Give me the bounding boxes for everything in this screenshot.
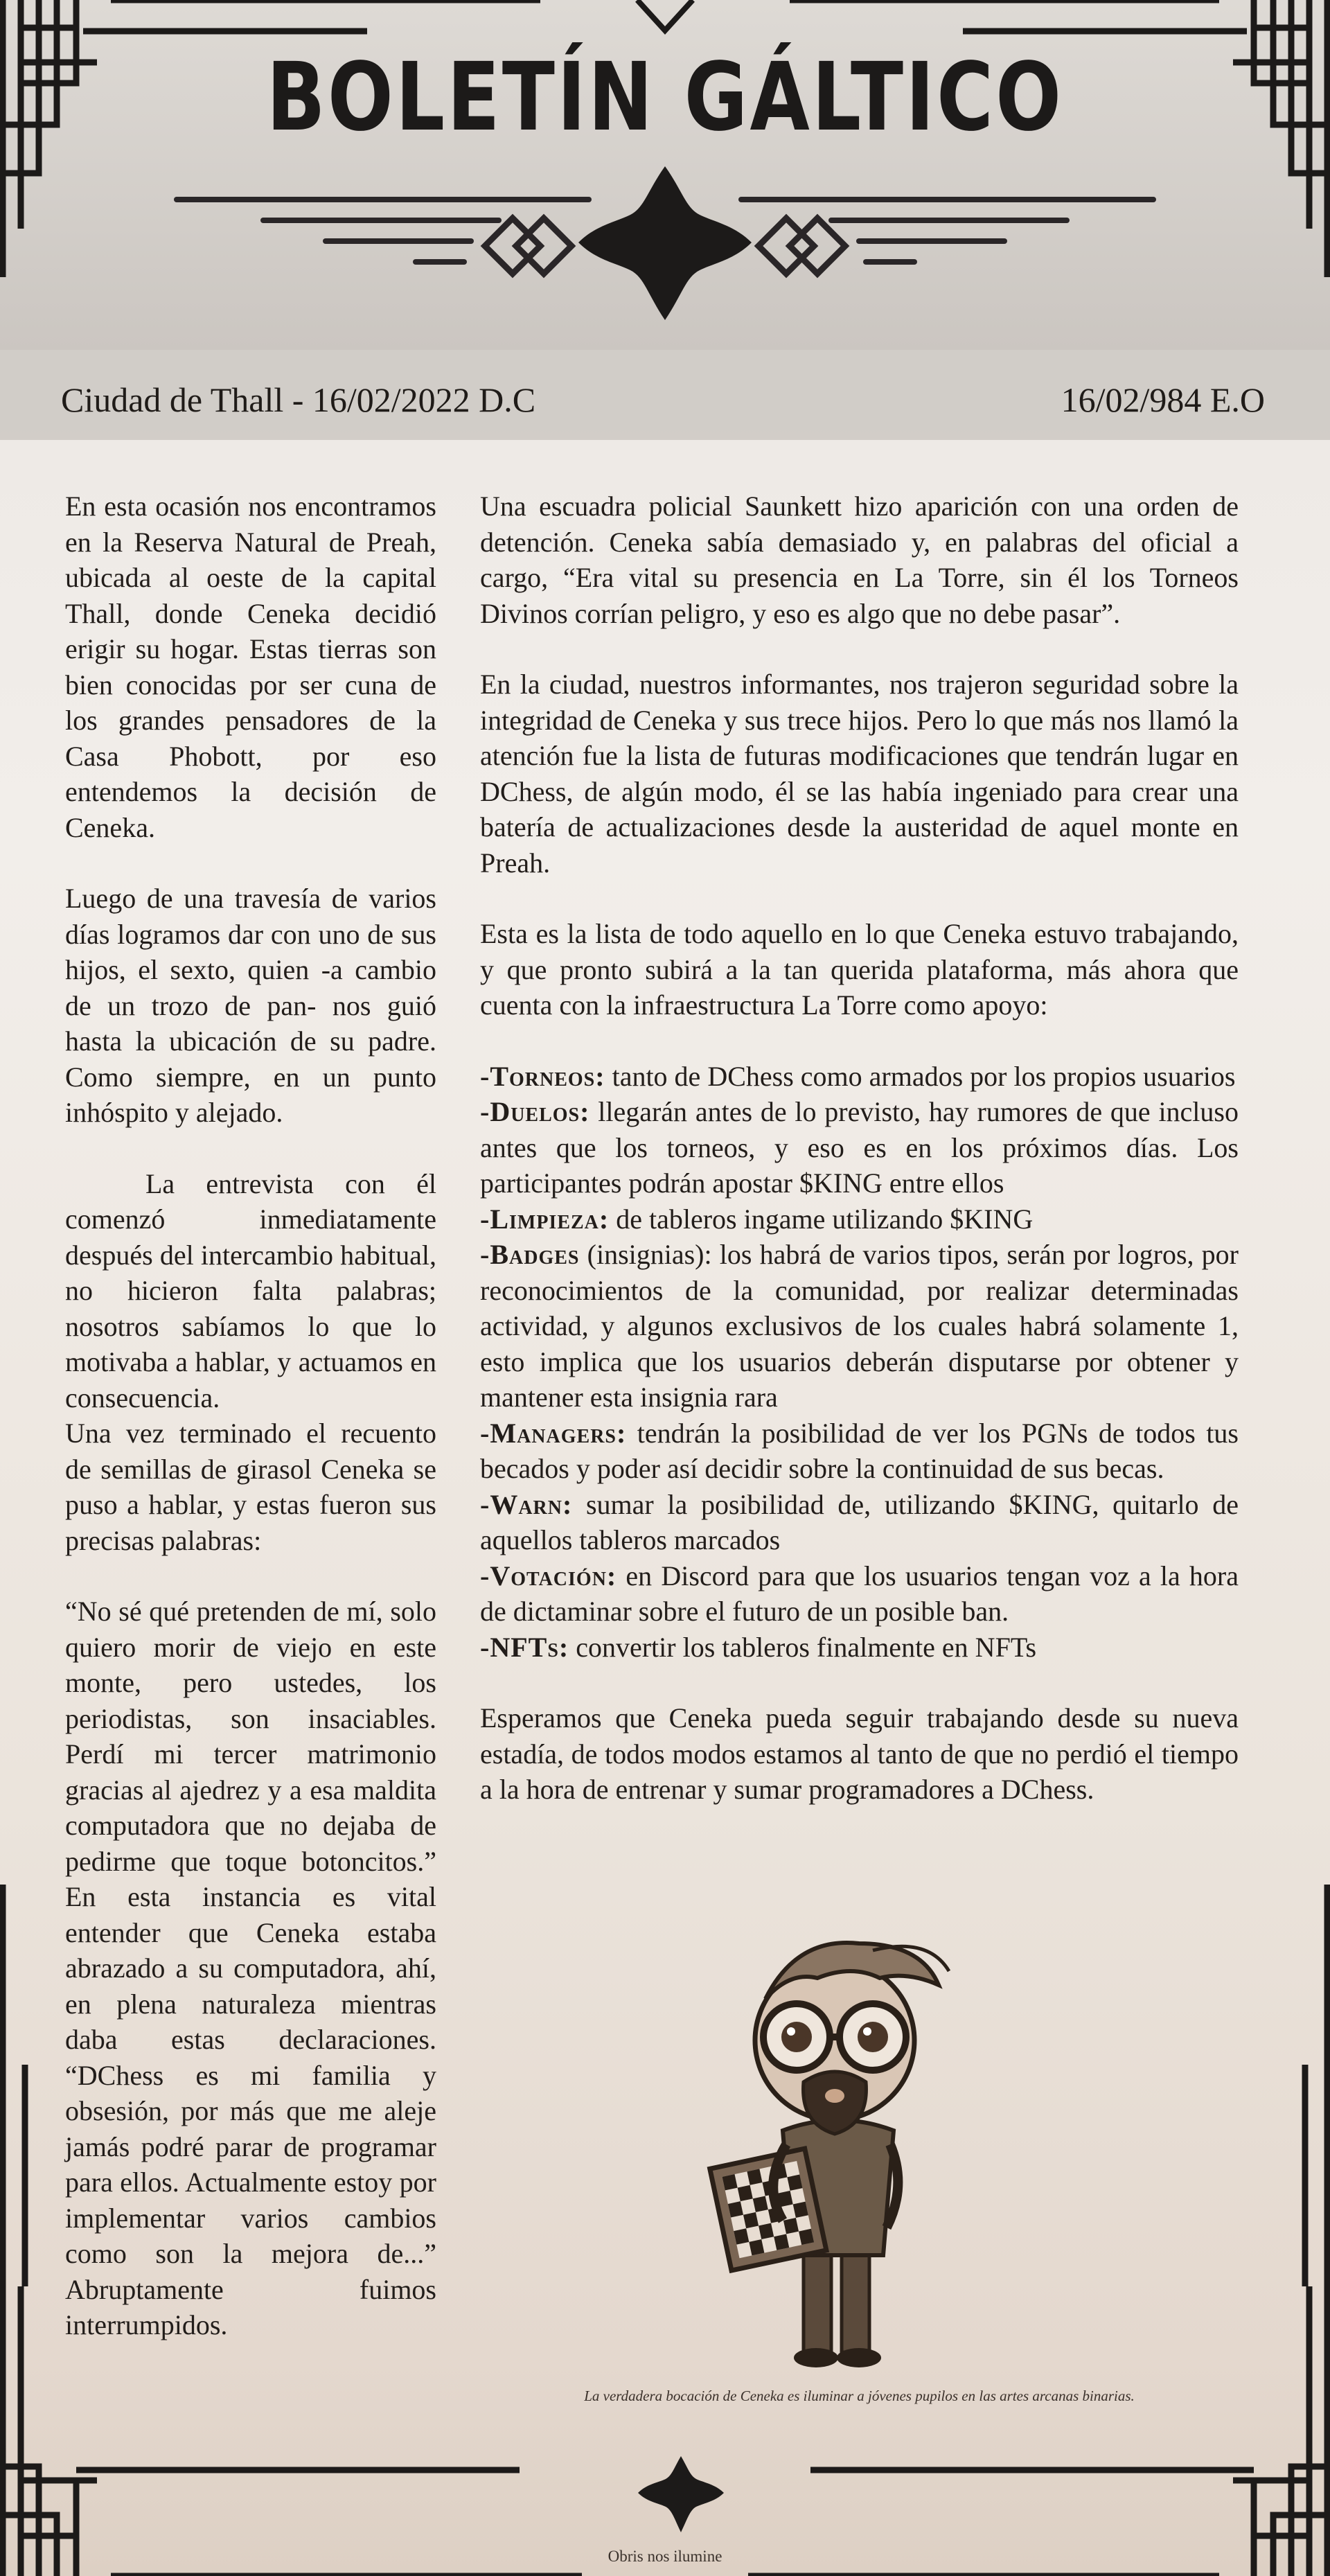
paragraph: Luego de una travesía de varios días logramos dar con uno de sus hijos, el sexto, quien -a cambio de un trozo de pan- nos guió hasta la ubicación de su padre. Como siempre, en un punto inhóspito y alejado.	[65, 883, 436, 1128]
list-item	[480, 1487, 1239, 1558]
list-text: en Discord para que los usuarios tengan voz a la hora de dictaminar sobre el futuro de un posible ban.	[480, 1560, 1239, 1627]
date-location: Ciudad de Thall - 16/02/2022 D.C	[61, 380, 536, 419]
paragraph: En esta ocasión nos encontramos en la Reserva Natural de Preah, ubicada al oeste de la capital Thall, donde Ceneka decidió erigir su hogar. Estas tierras son bien conocidas por ser cuna de los grandes pensadores de la Casa Phobott, por eso entendemos la decisión de Ceneka.	[65, 491, 436, 843]
list-text: sumar la posibilidad de, utilizando $KING, quitarlo de aquellos tableros marcados	[480, 1488, 1239, 1555]
list-item	[480, 1630, 1239, 1666]
list-term: -Badges	[480, 1239, 580, 1270]
footer-cross-icon	[638, 2456, 724, 2532]
list-term: -Votación:	[480, 1560, 617, 1591]
list-item	[480, 1059, 1239, 1095]
quote-paragraph: “No sé qué pretenden de mí, solo quiero morir de viejo en este monte, pero ustedes, los periodistas, son insaciables. Perdí mi tercer matrimonio gracias al ajedrez y a esa maldita computadora que no dejaba de pedirme que toque botoncitos.” En esta instancia es vital entender que Ceneka estaba abrazado a su computadora, ahí, en plena naturaleza mientras daba estas declaraciones. “DChess es mi familia y obsesión, por más que me aleje jamás podré parar de programar para ellos. Actualmente estoy por implementar varios cambios como son la mejora de...” Abruptamente fuimos interrumpidos.	[65, 1596, 436, 2340]
list-term: -NFTs:	[480, 1631, 569, 1663]
list-term: -Duelos:	[480, 1096, 590, 1127]
paragraph: En la ciudad, nuestros informantes, nos trajeron seguridad sobre la integridad de Ceneka y sus trece hijos. Pero lo que más nos llamó la atención fue la lista de futuras modificaciones que tendrán lugar en DChess, de algún modo, él se las había ingeniado para crear una batería de actualizaciones desde la austeridad de aquel monte en Preah.	[480, 669, 1239, 879]
list-text: tendrán la posibilidad de ver los PGNs de todos tus becados y poder así decidir sobre la continuidad de sus becas.	[480, 1417, 1239, 1484]
paragraph: Una escuadra policial Saunkett hizo aparición con una orden de detención. Ceneka sabía demasiado y, en palabras del oficial a cargo, “Era vital su presencia en La Torre, sin él los Torneos Divinos corrían peligro, y eso es algo que no debe pasar”.	[480, 491, 1239, 629]
list-item	[480, 1558, 1239, 1630]
ceneka-illustration	[700, 1923, 963, 2373]
updates-list	[480, 1059, 1239, 1666]
list-item	[480, 1237, 1239, 1415]
paragraph: La entrevista con él comenzó inmediatamente después del intercambio habitual, no hicieron falta palabras; nosotros sabíamos lo que lo motivaba a hablar, y actuamos en consecuencia.	[65, 1167, 436, 1413]
left-column	[65, 488, 436, 2343]
cross-ornament-icon	[578, 166, 752, 320]
list-text: de tableros ingame utilizando $KING	[609, 1203, 1034, 1235]
list-term: -Warn:	[480, 1488, 573, 1520]
illustration-caption: La verdadera bocación de Ceneka es iluminar a jóvenes pupilos en las artes arcanas binarias.	[584, 2388, 1135, 2404]
right-column	[480, 488, 1239, 1808]
list-term: -Limpieza:	[480, 1203, 610, 1235]
paragraph: Esta es la lista de todo aquello en lo que Ceneka estuvo trabajando, y que pronto subirá a la tan querida plataforma, más ahora que cuenta con la infraestructura La Torre como apoyo:	[480, 918, 1239, 1021]
list-text: (insignias): los habrá de varios tipos, serán por logros, por reconocimientos de la comunidad, por realizar determinadas actividad, y algunos exclusivos de los cuales habrá solamente 1, esto implica que los usuarios deberán disputarse por obtener y mantener esta insignia rara	[480, 1239, 1239, 1413]
list-item	[480, 1094, 1239, 1201]
paragraph: Esperamos que Ceneka pueda seguir trabajando desde su nueva estadía, de todos modos estamos al tanto de que no perdió el tiempo a la hora de entrenar y sumar programadores a DChess.	[480, 1702, 1239, 1805]
list-text: convertir los tableros finalmente en NFTs	[569, 1631, 1037, 1663]
list-item	[480, 1201, 1239, 1237]
paragraph: Una vez terminado el recuento de semillas de girasol Ceneka se puso a hablar, y estas fueron sus precisas palabras:	[65, 1418, 436, 1556]
list-item	[480, 1415, 1239, 1487]
list-term: -Managers:	[480, 1417, 627, 1449]
list-text: llegarán antes de lo previsto, hay rumores de que incluso antes que los torneos, y eso es en los próximos días. Los participantes podrán apostar $KING entre ellos	[480, 1096, 1239, 1199]
date-alternate-era: 16/02/984 E.O	[1061, 380, 1265, 419]
list-text: tanto de DChess como armados por los propios usuarios	[605, 1060, 1236, 1092]
footer-motto: Obris nos ilumine	[608, 2548, 722, 2565]
newsletter-title: BOLETÍN GÁLTICO	[266, 43, 1064, 152]
list-term: -Torneos:	[480, 1060, 605, 1092]
